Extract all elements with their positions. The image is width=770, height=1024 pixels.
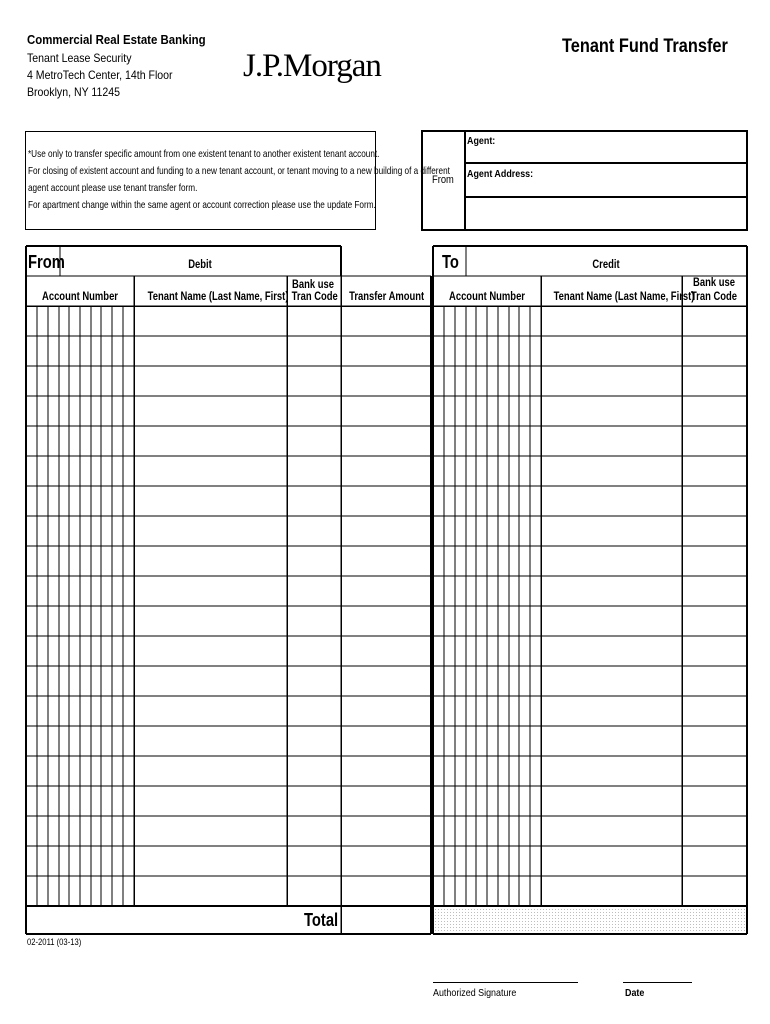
agent-from-label: From xyxy=(432,174,454,186)
transfer-amount-field[interactable] xyxy=(342,787,430,815)
transfer-amount-field[interactable] xyxy=(342,607,430,635)
right-tran-code-field[interactable] xyxy=(683,877,746,905)
left-tran-code-field[interactable] xyxy=(288,817,340,845)
right-tran-code-field[interactable] xyxy=(683,307,746,335)
left-tran-code-field[interactable] xyxy=(288,517,340,545)
right-tenant-name-field[interactable] xyxy=(542,787,681,815)
right-account-number-field[interactable] xyxy=(434,427,540,455)
left-tenant-name-field[interactable] xyxy=(135,547,286,575)
transfer-amount-field[interactable] xyxy=(342,427,430,455)
right-account-number-field[interactable] xyxy=(434,397,540,425)
left-account-number-field[interactable] xyxy=(27,367,133,395)
right-account-number-field[interactable] xyxy=(434,697,540,725)
left-tenant-name-field[interactable] xyxy=(135,607,286,635)
right-account-number-field[interactable] xyxy=(434,547,540,575)
right-tran-code-field[interactable] xyxy=(683,637,746,665)
right-account-number-field[interactable] xyxy=(434,457,540,485)
left-account-number-field[interactable] xyxy=(27,547,133,575)
right-tenant-name-field[interactable] xyxy=(542,817,681,845)
left-account-number-field[interactable] xyxy=(27,787,133,815)
left-tran-code-field[interactable] xyxy=(288,637,340,665)
right-tenant-name-field[interactable] xyxy=(542,847,681,875)
note-line-1: *Use only to transfer specific amount from one existent tenant to another existent tenant account. xyxy=(28,148,380,160)
right-tran-code-field[interactable] xyxy=(683,517,746,545)
right-account-number-header: Account Number xyxy=(449,291,525,303)
left-tran-code-field[interactable] xyxy=(288,397,340,425)
left-account-number-field[interactable] xyxy=(27,517,133,545)
left-tran-code-header: Tran Code xyxy=(291,291,338,303)
left-tran-code-field[interactable] xyxy=(288,847,340,875)
table-to-label: To xyxy=(442,252,459,272)
right-tenant-name-field[interactable] xyxy=(542,727,681,755)
transfer-amount-field[interactable] xyxy=(342,757,430,785)
left-tran-code-field[interactable] xyxy=(288,877,340,905)
right-tran-code-field[interactable] xyxy=(683,547,746,575)
right-account-number-field[interactable] xyxy=(434,727,540,755)
left-tenant-name-field[interactable] xyxy=(135,787,286,815)
left-account-number-field[interactable] xyxy=(27,487,133,515)
left-tenant-name-field[interactable] xyxy=(135,367,286,395)
total-label: Total xyxy=(304,910,339,930)
address-line-3: Brooklyn, NY 11245 xyxy=(27,85,120,99)
page-title: Tenant Fund Transfer xyxy=(562,36,728,57)
right-tran-code-header: Tran Code xyxy=(690,291,738,303)
right-tran-code-field[interactable] xyxy=(683,727,746,755)
right-account-number-field[interactable] xyxy=(434,367,540,395)
left-account-number-header: Account Number xyxy=(42,291,118,303)
transfer-amount-field[interactable] xyxy=(342,367,430,395)
right-account-number-field[interactable] xyxy=(434,487,540,515)
left-tenant-name-field[interactable] xyxy=(135,757,286,785)
right-tran-code-field[interactable] xyxy=(683,337,746,365)
left-tenant-name-field[interactable] xyxy=(135,727,286,755)
right-tenant-name-field[interactable] xyxy=(542,487,681,515)
right-tran-code-field[interactable] xyxy=(683,457,746,485)
right-account-number-field[interactable] xyxy=(434,637,540,665)
left-account-number-field[interactable] xyxy=(27,637,133,665)
transfer-amount-field[interactable] xyxy=(342,457,430,485)
left-account-number-field[interactable] xyxy=(27,667,133,695)
left-tran-code-field[interactable] xyxy=(288,427,340,455)
right-bank-use-header: Bank use xyxy=(693,277,735,289)
right-tenant-name-field[interactable] xyxy=(542,547,681,575)
left-tran-code-field[interactable] xyxy=(288,697,340,725)
right-tenant-name-field[interactable] xyxy=(542,637,681,665)
right-tenant-name-field[interactable] xyxy=(542,757,681,785)
right-tenant-name-field[interactable] xyxy=(542,337,681,365)
left-tran-code-field[interactable] xyxy=(288,607,340,635)
jpmorgan-logo: J.P.Morgan xyxy=(243,48,381,84)
left-account-number-field[interactable] xyxy=(27,397,133,425)
transfer-amount-field[interactable] xyxy=(342,517,430,545)
right-account-number-field[interactable] xyxy=(434,817,540,845)
right-tenant-name-field[interactable] xyxy=(542,667,681,695)
transfer-amount-field[interactable] xyxy=(342,877,430,905)
left-tran-code-field[interactable] xyxy=(288,757,340,785)
signature-label: Authorized Signature xyxy=(433,987,517,999)
right-tenant-name-field[interactable] xyxy=(542,427,681,455)
form-code: 02-2011 (03-13) xyxy=(27,937,82,947)
left-tenant-name-field[interactable] xyxy=(135,667,286,695)
transfer-amount-field[interactable] xyxy=(342,337,430,365)
left-tenant-name-field[interactable] xyxy=(135,847,286,875)
total-shaded-area xyxy=(433,905,747,933)
right-tran-code-field[interactable] xyxy=(683,367,746,395)
left-tenant-name-field[interactable] xyxy=(135,697,286,725)
right-tenant-name-field[interactable] xyxy=(542,697,681,725)
left-tenant-name-field[interactable] xyxy=(135,817,286,845)
transfer-amount-header: Transfer Amount xyxy=(349,291,425,303)
left-tran-code-field[interactable] xyxy=(288,367,340,395)
right-account-number-field[interactable] xyxy=(434,877,540,905)
right-tenant-name-field[interactable] xyxy=(542,517,681,545)
right-tenant-name-field[interactable] xyxy=(542,397,681,425)
signature-line[interactable] xyxy=(433,982,578,983)
transfer-amount-field[interactable] xyxy=(342,577,430,605)
right-account-number-field[interactable] xyxy=(434,667,540,695)
company-name: Commercial Real Estate Banking xyxy=(27,32,206,47)
right-tenant-name-field[interactable] xyxy=(542,457,681,485)
right-account-number-field[interactable] xyxy=(434,337,540,365)
left-tran-code-field[interactable] xyxy=(288,667,340,695)
right-account-number-field[interactable] xyxy=(434,757,540,785)
transfer-amount-field[interactable] xyxy=(342,397,430,425)
note-line-2: For closing of existent account and funding to a new tenant account, or tenant moving to a new building of a different xyxy=(28,165,450,177)
right-tenant-name-field[interactable] xyxy=(542,307,681,335)
left-account-number-field[interactable] xyxy=(27,697,133,725)
right-tran-code-field[interactable] xyxy=(683,427,746,455)
left-bank-use-header: Bank use xyxy=(292,279,334,291)
right-tran-code-field[interactable] xyxy=(683,487,746,515)
left-tenant-name-field[interactable] xyxy=(135,487,286,515)
right-tenant-name-header: Tenant Name (Last Name, First) xyxy=(553,291,695,303)
right-account-number-field[interactable] xyxy=(434,307,540,335)
left-tran-code-field[interactable] xyxy=(288,337,340,365)
right-tenant-name-field[interactable] xyxy=(542,367,681,395)
right-tran-code-field[interactable] xyxy=(683,607,746,635)
left-tran-code-field[interactable] xyxy=(288,577,340,605)
right-tran-code-field[interactable] xyxy=(683,817,746,845)
right-tran-code-field[interactable] xyxy=(683,577,746,605)
right-account-number-field[interactable] xyxy=(434,577,540,605)
left-account-number-field[interactable] xyxy=(27,877,133,905)
right-tenant-name-field[interactable] xyxy=(542,877,681,905)
debit-label: Debit xyxy=(188,259,212,271)
date-label: Date xyxy=(625,987,645,999)
right-tenant-name-field[interactable] xyxy=(542,607,681,635)
address-line-2: 4 MetroTech Center, 14th Floor xyxy=(27,68,173,82)
right-tran-code-field[interactable] xyxy=(683,787,746,815)
right-account-number-field[interactable] xyxy=(434,517,540,545)
left-tran-code-field[interactable] xyxy=(288,457,340,485)
right-tran-code-field[interactable] xyxy=(683,697,746,725)
note-line-3: agent account please use tenant transfer form. xyxy=(28,182,198,194)
total-amount-field[interactable] xyxy=(342,906,430,932)
left-tenant-name-field[interactable] xyxy=(135,397,286,425)
left-tran-code-field[interactable] xyxy=(288,787,340,815)
left-account-number-field[interactable] xyxy=(27,817,133,845)
left-tenant-name-field[interactable] xyxy=(135,337,286,365)
right-tenant-name-field[interactable] xyxy=(542,577,681,605)
note-line-4: For apartment change within the same agent or account correction please use the update Form. xyxy=(28,199,376,211)
left-tenant-name-field[interactable] xyxy=(135,517,286,545)
transfer-amount-field[interactable] xyxy=(342,847,430,875)
transfer-amount-field[interactable] xyxy=(342,307,430,335)
left-tran-code-field[interactable] xyxy=(288,727,340,755)
transfer-amount-field[interactable] xyxy=(342,547,430,575)
transfer-amount-field[interactable] xyxy=(342,487,430,515)
transfer-amount-field[interactable] xyxy=(342,667,430,695)
left-tenant-name-field[interactable] xyxy=(135,577,286,605)
right-account-number-field[interactable] xyxy=(434,847,540,875)
agent-address-label: Agent Address: xyxy=(467,168,534,180)
right-account-number-field[interactable] xyxy=(434,607,540,635)
table-from-label: From xyxy=(28,252,65,272)
address-line-1: Tenant Lease Security xyxy=(27,51,132,65)
transfer-amount-field[interactable] xyxy=(342,727,430,755)
left-account-number-field[interactable] xyxy=(27,847,133,875)
left-tenant-name-field[interactable] xyxy=(135,637,286,665)
left-tenant-name-field[interactable] xyxy=(135,427,286,455)
transfer-amount-field[interactable] xyxy=(342,637,430,665)
right-tran-code-field[interactable] xyxy=(683,667,746,695)
right-account-number-field[interactable] xyxy=(434,787,540,815)
left-account-number-field[interactable] xyxy=(27,307,133,335)
left-account-number-field[interactable] xyxy=(27,457,133,485)
left-tenant-name-field[interactable] xyxy=(135,307,286,335)
left-tran-code-field[interactable] xyxy=(288,487,340,515)
left-account-number-field[interactable] xyxy=(27,607,133,635)
left-tran-code-field[interactable] xyxy=(288,307,340,335)
date-line[interactable] xyxy=(623,982,692,983)
right-tran-code-field[interactable] xyxy=(683,847,746,875)
left-account-number-field[interactable] xyxy=(27,427,133,455)
left-account-number-field[interactable] xyxy=(27,337,133,365)
left-tenant-name-field[interactable] xyxy=(135,877,286,905)
right-tran-code-field[interactable] xyxy=(683,397,746,425)
transfer-amount-field[interactable] xyxy=(342,817,430,845)
left-tenant-name-header: Tenant Name (Last Name, First) xyxy=(147,291,289,303)
left-account-number-field[interactable] xyxy=(27,727,133,755)
left-tenant-name-field[interactable] xyxy=(135,457,286,485)
left-account-number-field[interactable] xyxy=(27,577,133,605)
right-tran-code-field[interactable] xyxy=(683,757,746,785)
left-account-number-field[interactable] xyxy=(27,757,133,785)
left-tran-code-field[interactable] xyxy=(288,547,340,575)
credit-label: Credit xyxy=(592,259,620,271)
transfer-amount-field[interactable] xyxy=(342,697,430,725)
agent-label: Agent: xyxy=(467,135,496,147)
